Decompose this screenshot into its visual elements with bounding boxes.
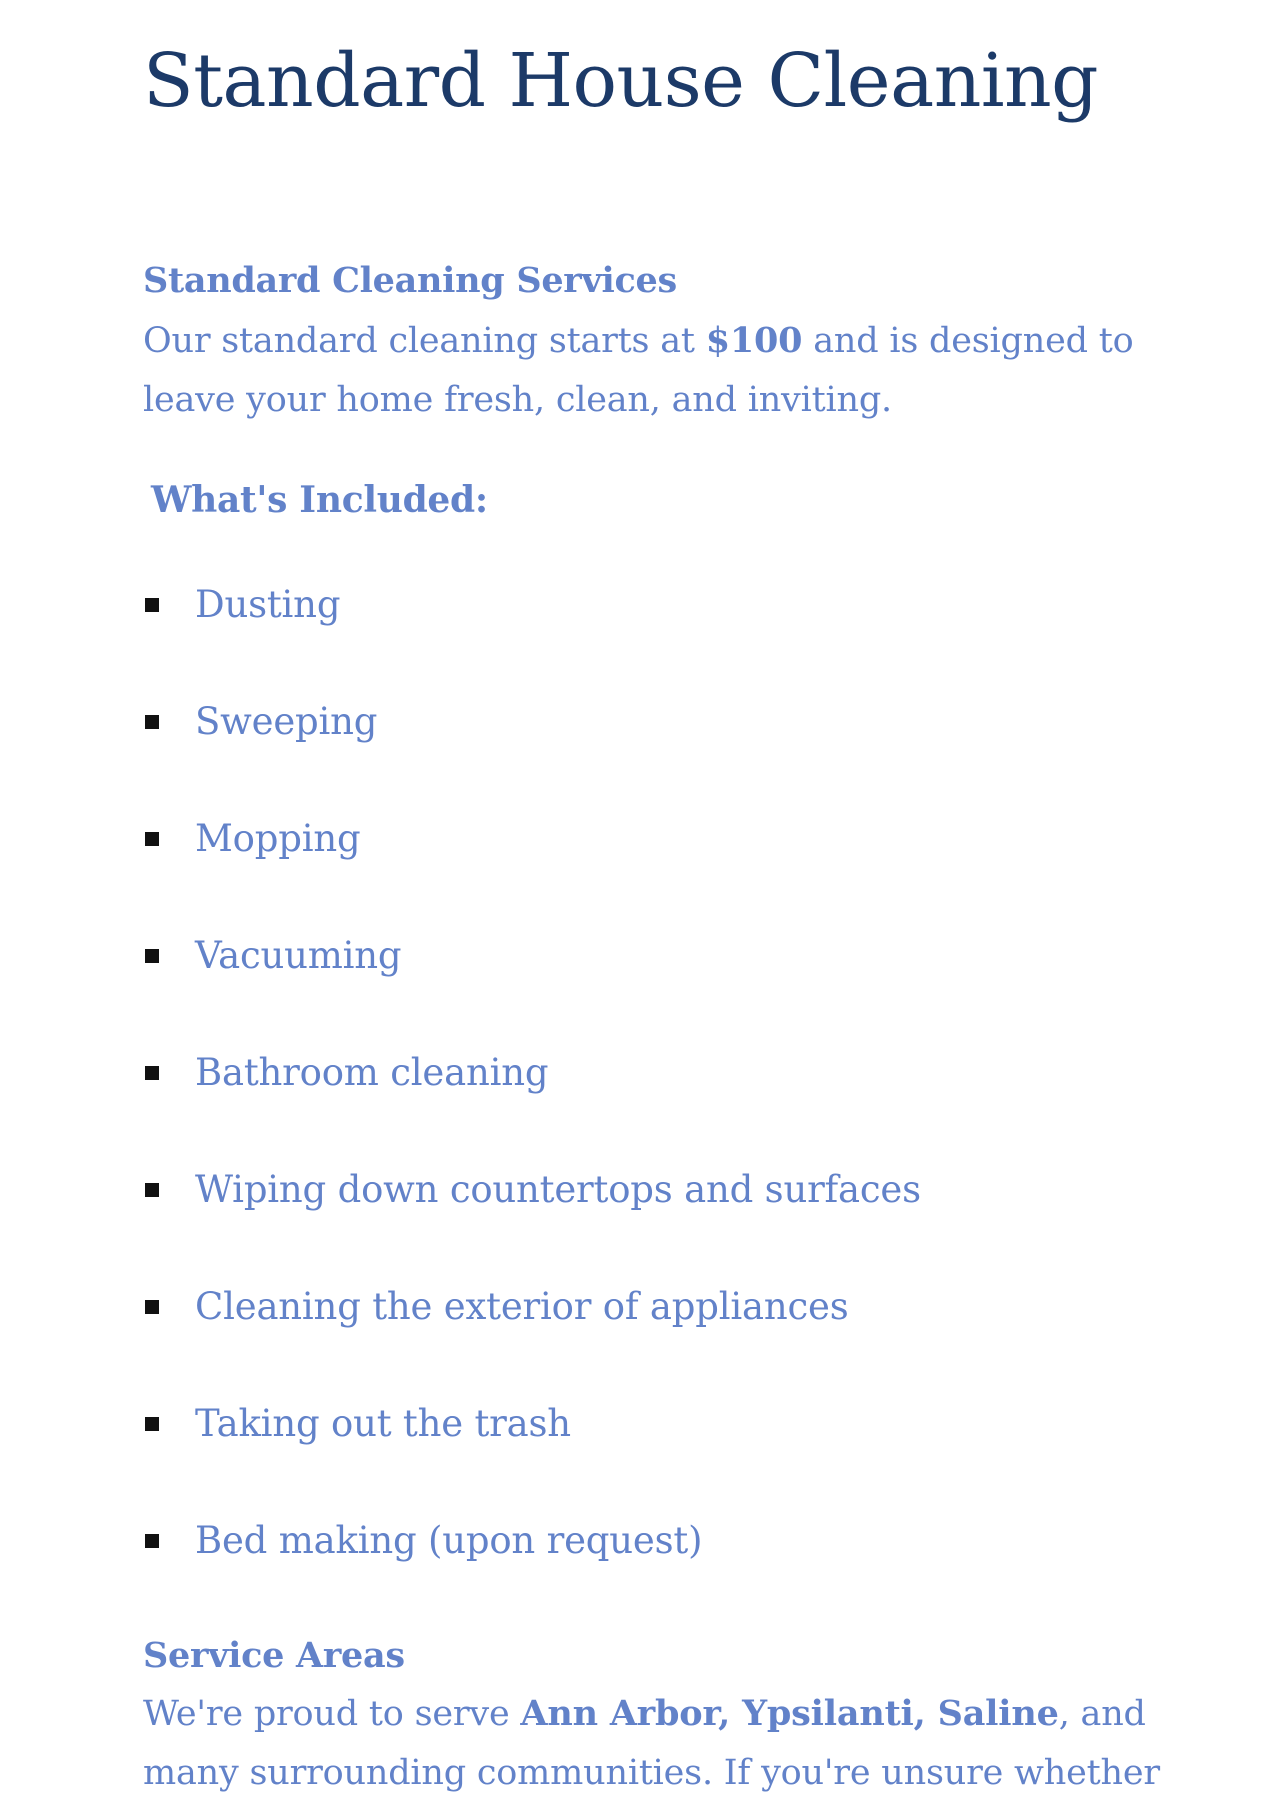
list-item-label: Taking out the trash <box>195 1402 571 1445</box>
intro-line-1 <box>143 311 1163 371</box>
intro-line-2: leave your home fresh, clean, and inviting. <box>143 380 892 420</box>
list-item-label: Cleaning the exterior of appliances <box>195 1285 849 1328</box>
price-value: $100 <box>705 320 803 361</box>
square-bullet-icon <box>145 715 159 729</box>
service-areas-heading: Service Areas <box>143 1635 405 1676</box>
list-item-label: Bathroom cleaning <box>195 1051 549 1094</box>
list-item-label: Vacuuming <box>195 934 402 977</box>
service-cities: Ann Arbor, Ypsilanti, Saline <box>520 1693 1059 1734</box>
list-item-label: Dusting <box>195 583 341 626</box>
list-item-label: Bed making (upon request) <box>195 1519 703 1562</box>
intro-text-before-price: Our standard cleaning starts at <box>143 321 706 361</box>
service-areas-text-after: , and <box>1058 1694 1146 1734</box>
square-bullet-icon <box>145 598 159 612</box>
square-bullet-icon <box>145 1300 159 1314</box>
square-bullet-icon <box>145 949 159 963</box>
square-bullet-icon <box>145 1183 159 1197</box>
intro-text-after-price: and is designed to <box>802 321 1134 361</box>
service-areas-text <box>143 1684 1163 1803</box>
service-areas-line-1 <box>143 1684 1163 1744</box>
list-item-label: Sweeping <box>195 700 378 743</box>
list-item-label: Mopping <box>195 817 361 860</box>
square-bullet-icon <box>145 1417 159 1431</box>
list-item-label: Wiping down countertops and surfaces <box>195 1168 921 1211</box>
standard-services-intro <box>143 311 1163 430</box>
service-areas-line-2: many surrounding communities. If you're unsure whether <box>143 1753 1160 1793</box>
whats-included-heading: What's Included: <box>151 479 488 521</box>
service-areas-text-before: We're proud to serve <box>143 1694 521 1734</box>
standard-services-heading: Standard Cleaning Services <box>143 260 677 301</box>
page-title: Standard House Cleaning <box>143 38 1099 124</box>
square-bullet-icon <box>145 1534 159 1548</box>
square-bullet-icon <box>145 832 159 846</box>
square-bullet-icon <box>145 1066 159 1080</box>
